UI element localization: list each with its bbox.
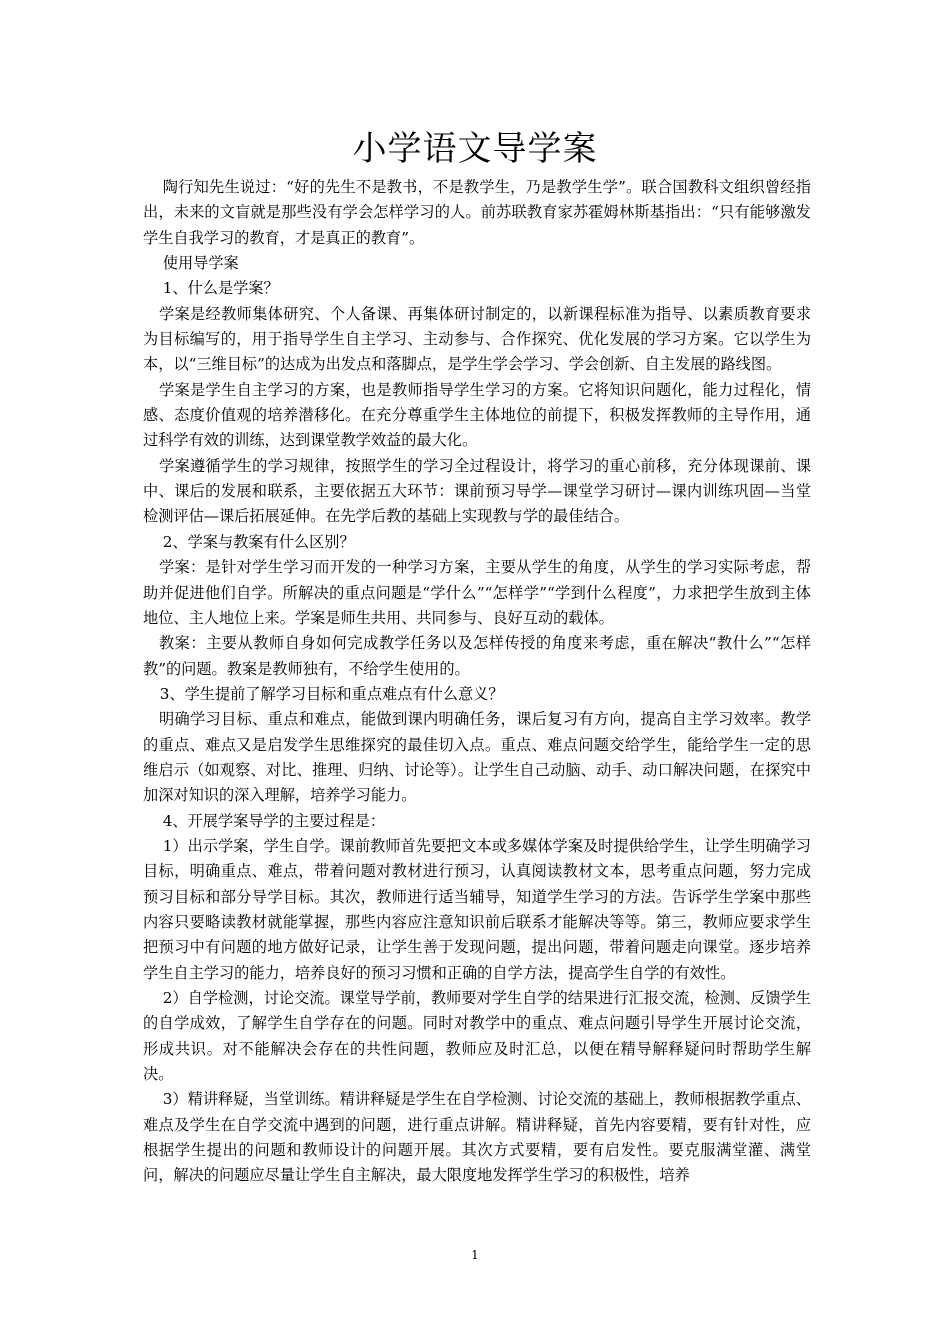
question-heading-2: 2、学案与教案有什么区别？ (162, 532, 355, 551)
question-heading-3: 3、学生提前了解学习目标和重点难点有什么意义？ (159, 684, 504, 703)
paragraph-intro: 陶行知先生说过：“好的先生不是教书，不是教学生，乃是教学生学”。联合国教科文组织曾经指出，未来的文盲就是那些没有学会怎样学习的人。前苏联教育家苏霍姆林斯基指出：“只有能够激发学生自我学习的教育，才是真正的教育”。 (143, 178, 811, 247)
page-number: 1 (471, 1248, 479, 1262)
question-heading-1: 1、什么是学案？ (162, 279, 279, 298)
question-heading-4: 4、开展学案导学的主要过程是： (162, 811, 386, 830)
paragraph-goals-meaning: 明确学习目标、重点和难点，能做到课内明确任务，课后复习有方向，提高自主学习效率。教学的重点、难点又是启发学生思维探究的最佳切入点。重点、难点问题交给学生，能给学生一定的思维启示（如观察、对比、推理、归纳、讨论等）。让学生自己动脑、动手、动口解决问题，在探究中加深对知识的深入理解，培养学习能力。 (143, 710, 811, 805)
section-heading-use-guide: 使用导学案 (162, 254, 239, 273)
paragraph-what-is-plan: 学案是经教师集体研究、个人备课、再集体研讨制定的，以新课程标准为指导、以素质教育要求为目标编写的，用于指导学生自主学习、主动参与、合作探究、优化发展的学习方案。它以学生为本，以“三维目标”的达成为出发点和落脚点，是学生学会学习、学会创新、自主发展的路线图。 (143, 304, 811, 374)
paragraph-step-1: 1）出示学案，学生自学。课前教师首先要把文本或多媒体学案及时提供给学生，让学生明确学习目标，明确重点、难点，带着问题对教材进行预习，认真阅读教材文本，思考重点问题，努力完成预习目标和部分导学目标。其次，教师进行适当辅导，知道学生学习的方法。告诉学生学案中那些内容只要略读教材就能掌握，那些内容应注意知识前后联系才能解决等等。第三，教师应要求学生把预习中有问题的地方做好记录，让学生善于发现问题，提出问题，带着问题走向课堂。逐步培养学生自主学习的能力，培养良好的预习习惯和正确的自学方法，提高学生自学的有效性。 (143, 836, 811, 982)
document-body (143, 175, 811, 1189)
paragraph-step-3: 3）精讲释疑，当堂训练。精讲释疑是学生在自学检测、讨论交流的基础上，教师根据教学重点、难点及学生在自学交流中遇到的问题，进行重点讲解。精讲释疑，首先内容要精，要有针对性，应根据学生提出的问题和教师设计的问题开展。其次方式要精，要有启发性。要克服满堂灌、满堂问，解决的问题应尽量让学生自主解决，最大限度地发挥学生学习的积极性，培养 (143, 1090, 811, 1185)
paragraph-teaching-plan: 教案：主要从教师自身如何完成教学任务以及怎样传授的角度来考虑，重在解决“教什么”“怎样教”的问题。教案是教师独有，不给学生使用的。 (143, 634, 811, 678)
paragraph-study-plan: 学案：是针对学生学习而开发的一种学习方案，主要从学生的角度，从学生的学习实际考虑，帮助并促进他们自学。所解决的重点问题是“学什么”“怎样学”“学到什么程度”，力求把学生放到主体地位、主人地位上来。学案是师生共用、共同参与、良好互动的载体。 (143, 558, 811, 627)
paragraph-step-2: 2）自学检测，讨论交流。课堂导学前，教师要对学生自学的结果进行汇报交流，检测、反馈学生的自学成效，了解学生自学存在的问题。同时对教学中的重点、难点问题引导学生开展讨论交流，形成共识。对不能解决会存在的共性问题，教师应及时汇总，以便在精导解释疑问时帮助学生解决。 (143, 989, 811, 1084)
document-title: 小学语文导学案 (352, 129, 598, 169)
paragraph-plan-rules: 学案遵循学生的学习规律，按照学生的学习全过程设计，将学习的重心前移，充分体现课前、课中、课后的发展和联系，主要依据五大环节：课前预习导学—课堂学习研讨—课内训练巩固—当堂检测评估—课后拓展延伸。在先学后教的基础上实现教与学的最佳结合。 (143, 456, 811, 526)
paragraph-plan-purpose: 学案是学生自主学习的方案，也是教师指导学生学习的方案。它将知识问题化，能力过程化，情感、态度价值观的培养潜移化。在充分尊重学生主体地位的前提下，积极发挥教师的主导作用，通过科学有效的训练，达到课堂教学效益的最大化。 (143, 380, 811, 450)
